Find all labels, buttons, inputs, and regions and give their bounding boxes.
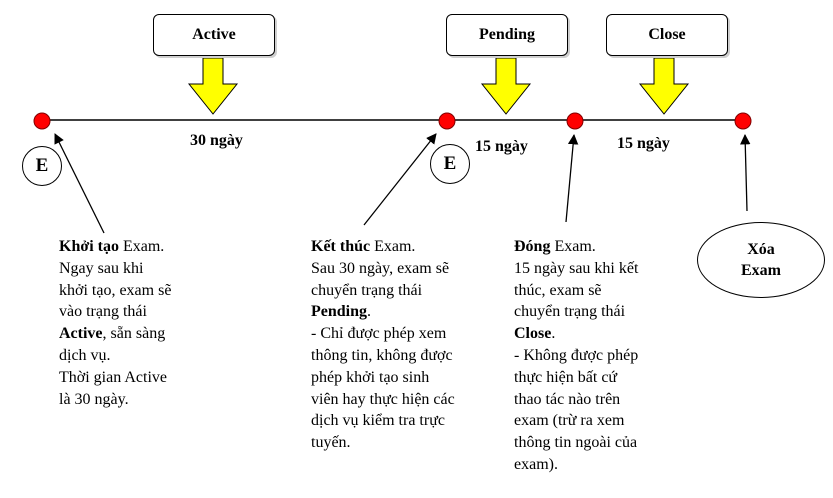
timeline-node-delete xyxy=(735,113,751,129)
state-box-close: Close xyxy=(606,14,728,56)
close-pointer-arrow xyxy=(566,135,574,222)
duration-active: 30 ngày xyxy=(190,132,243,149)
desc-end-line9: dịch vụ kiểm tra trực xyxy=(311,412,445,430)
desc-close-line4: chuyển trạng thái xyxy=(514,303,626,321)
timeline-node-create xyxy=(34,113,50,129)
event-circle-start: E xyxy=(22,146,62,186)
desc-close xyxy=(514,236,689,476)
desc-create xyxy=(59,236,219,410)
desc-close-line7: thực hiện bất cứ xyxy=(514,368,618,386)
desc-end-state-rest: . xyxy=(367,303,372,321)
event-circle-end-active: E xyxy=(430,144,470,184)
delete-exam-line1: Xóa xyxy=(747,241,775,258)
desc-create-line2: Ngay sau khi xyxy=(59,259,144,277)
desc-end xyxy=(311,236,501,454)
duration-pending: 15 ngày xyxy=(475,138,528,155)
desc-create-heading: Khởi tạo xyxy=(59,238,119,255)
desc-close-state-rest: . xyxy=(551,325,556,343)
create-pointer-arrow xyxy=(55,134,104,233)
desc-end-line10: tuyến. xyxy=(311,434,351,452)
state-box-pending: Pending xyxy=(446,14,568,56)
desc-end-line2: Sau 30 ngày, exam sẽ xyxy=(311,259,450,277)
desc-close-bold-state: Close xyxy=(514,325,552,343)
desc-close-heading-rest: Exam. xyxy=(550,238,596,255)
desc-create-line7: Thời gian Active xyxy=(59,368,167,386)
desc-close-line10: thông tin ngoài của xyxy=(514,434,638,452)
delete-pointer-arrow xyxy=(745,135,747,211)
desc-create-line5-rest: , sẵn sàng xyxy=(102,325,166,343)
end-pointer-arrow xyxy=(364,134,436,225)
delete-exam-line2: Exam xyxy=(741,262,781,279)
desc-end-heading-rest: Exam. xyxy=(370,238,416,255)
desc-close-line2: 15 ngày sau khi kết xyxy=(514,259,639,277)
desc-end-line6: thông tin, không được xyxy=(311,346,453,364)
desc-create-line6: dịch vụ. xyxy=(59,346,111,364)
desc-close-line11: exam). xyxy=(514,455,558,473)
desc-close-line9: exam (trừ ra xem xyxy=(514,412,625,430)
desc-end-line3: chuyển trạng thái xyxy=(311,281,423,299)
desc-end-line8: viên hay thực hiện các xyxy=(311,390,455,408)
desc-create-heading-rest: Exam. xyxy=(118,238,165,255)
state-box-active: Active xyxy=(153,14,275,56)
desc-create-bold-state: Active xyxy=(59,325,103,343)
desc-end-line5: - Chỉ được phép xem xyxy=(311,325,447,343)
delete-exam-node xyxy=(697,222,825,298)
desc-close-line6: - Không được phép xyxy=(514,346,639,364)
desc-close-heading: Đóng xyxy=(514,238,551,255)
desc-end-line7: phép khởi tạo sinh xyxy=(311,368,430,386)
close-down-arrow xyxy=(640,58,688,114)
active-down-arrow xyxy=(189,58,237,114)
desc-create-line3: khởi tạo, exam sẽ xyxy=(59,281,172,299)
desc-end-heading: Kết thúc xyxy=(311,238,371,255)
timeline-node-end xyxy=(439,113,455,129)
timeline-node-close xyxy=(567,113,583,129)
duration-close: 15 ngày xyxy=(617,135,670,152)
desc-close-line8: thao tác nào trên xyxy=(514,390,621,408)
desc-create-line4: vào trạng thái xyxy=(59,303,147,321)
desc-end-bold-state: Pending xyxy=(311,303,368,321)
desc-create-line8: là 30 ngày. xyxy=(59,390,129,408)
pending-down-arrow xyxy=(482,58,530,114)
desc-close-line3: thúc, exam sẽ xyxy=(514,281,602,299)
